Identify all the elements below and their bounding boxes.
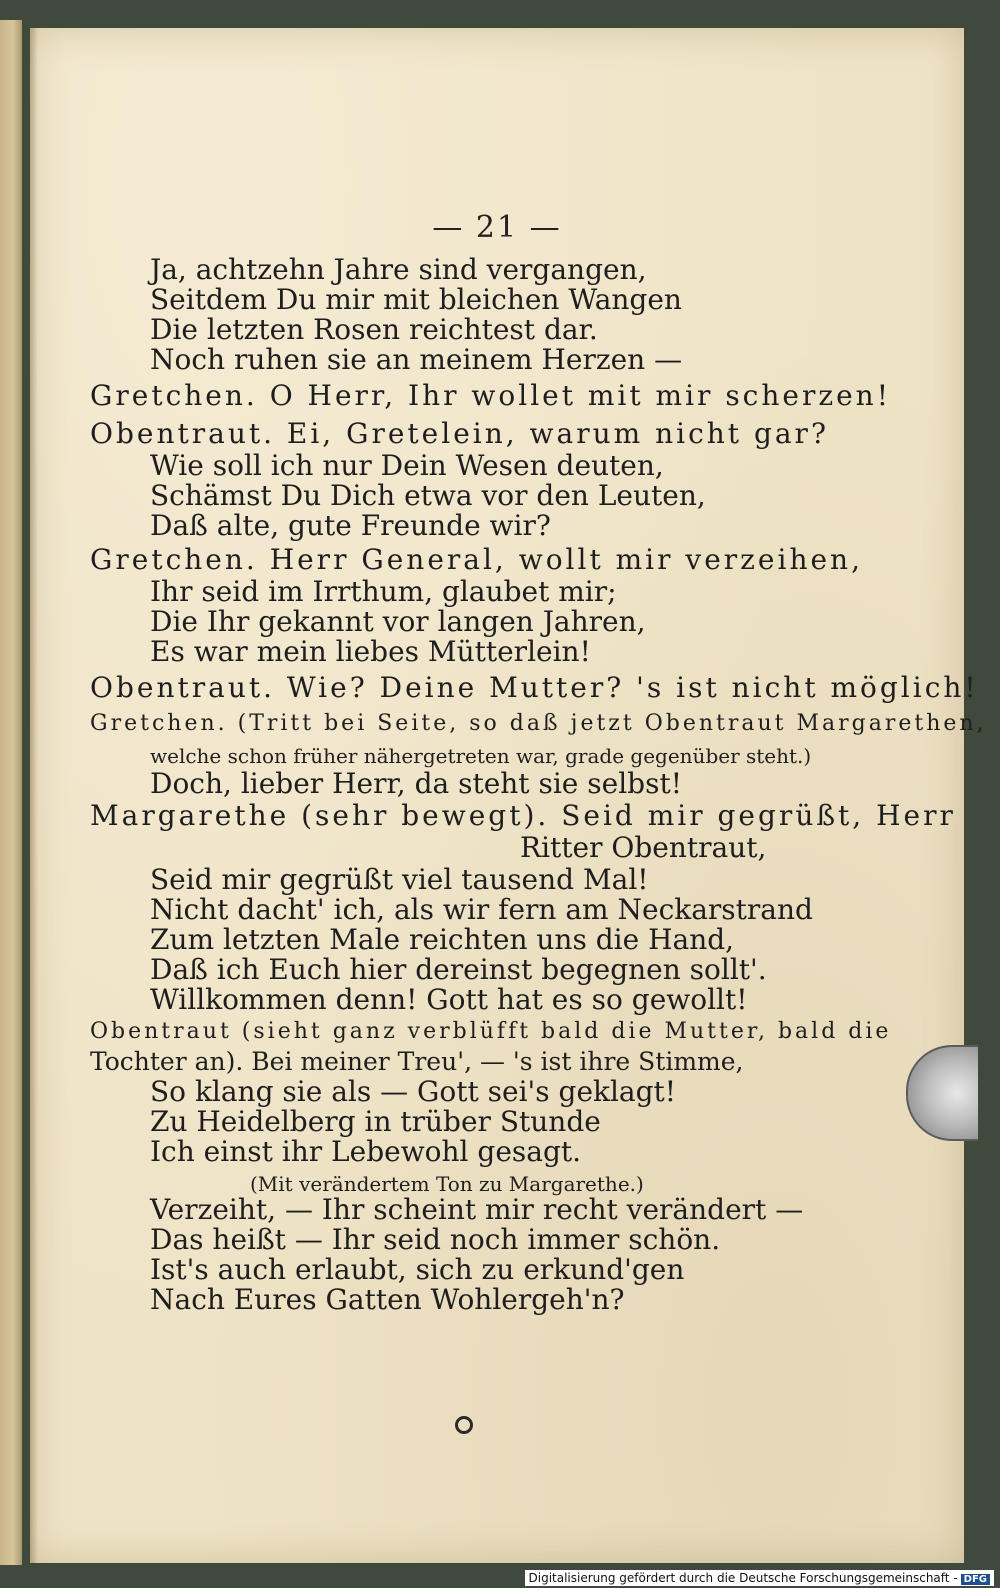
- page-gutter-shadow: [30, 28, 38, 1563]
- speaker-line: Obentraut. Wie? Deine Mutter? 's ist nicht möglich!: [90, 671, 979, 704]
- speaker-line: Obentraut (sieht ganz verblüfft bald die Mutter, bald die: [90, 1019, 892, 1044]
- credit-text: Digitalisierung gefördert durch die Deutsche Forschungsgemeinschaft -: [528, 1571, 958, 1585]
- text-line: Ich einst ihr Lebewohl gesagt.: [150, 1135, 582, 1168]
- text-line: Die letzten Rosen reichtest dar.: [150, 313, 598, 346]
- text-line: So klang sie als — Gott sei's geklagt!: [150, 1075, 677, 1108]
- text-line: Doch, lieber Herr, da steht sie selbst!: [150, 767, 682, 800]
- speaker-line: Gretchen. Herr General, wollt mir verzeihen,: [90, 543, 863, 576]
- text-line: Seitdem Du mir mit bleichen Wangen: [150, 283, 682, 316]
- facing-page-edge: [0, 20, 22, 1565]
- text-line: Daß ich Euch hier dereinst begegnen sollt'.: [150, 953, 767, 986]
- text-line: Noch ruhen sie an meinem Herzen —: [150, 343, 683, 376]
- speaker-line: Obentraut. Ei, Gretelein, warum nicht gar?: [90, 417, 829, 450]
- stage-direction: Gretchen. (Tritt bei Seite, so daß jetzt Obentraut Margarethen,: [90, 711, 987, 736]
- text-line: Zum letzten Male reichten uns die Hand,: [150, 923, 735, 956]
- text-line: Ja, achtzehn Jahre sind vergangen,: [150, 253, 647, 286]
- stage-direction: welche schon früher nähergetreten war, grade gegenüber steht.): [150, 744, 812, 768]
- text-line: Verzeiht, — Ihr scheint mir recht verändert —: [150, 1193, 804, 1226]
- text-line: Die Ihr gekannt vor langen Jahren,: [150, 605, 646, 638]
- stage-direction: (Mit verändertem Ton zu Margarethe.): [250, 1172, 644, 1196]
- text-line: Daß alte, gute Freunde wir?: [150, 509, 551, 542]
- text-line: Willkommen denn! Gott hat es so gewollt!: [150, 983, 748, 1016]
- text-line: Es war mein liebes Mütterlein!: [150, 635, 591, 668]
- text-line: Nicht dacht' ich, als wir fern am Neckarstrand: [150, 893, 813, 926]
- text-line: Seid mir gegrüßt viel tausend Mal!: [150, 863, 649, 896]
- text-line: Ihr seid im Irrthum, glaubet mir;: [150, 575, 617, 608]
- text-line: Wie soll ich nur Dein Wesen deuten,: [150, 449, 664, 482]
- text-line: Ist's auch erlaubt, sich zu erkund'gen: [150, 1253, 685, 1286]
- speaker-line: Margarethe (sehr bewegt). Seid mir gegrüßt, Herr: [90, 799, 956, 832]
- speaker-line: Gretchen. O Herr, Ihr wollet mit mir scherzen!: [90, 379, 891, 412]
- book-page: [30, 28, 987, 1563]
- page-number: — 21 —: [432, 210, 562, 245]
- text-line: Tochter an). Bei meiner Treu', — 's ist ihre Stimme,: [90, 1047, 744, 1076]
- digitization-credit: [525, 1570, 995, 1586]
- text-line: Schämst Du Dich etwa vor den Leuten,: [150, 479, 706, 512]
- text-line: Zu Heidelberg in trüber Stunde: [150, 1105, 601, 1138]
- dfg-logo-icon: DFG: [961, 1574, 990, 1585]
- text-line: Nach Eures Gatten Wohlergeh'n?: [150, 1283, 625, 1316]
- ring-mark-icon: [455, 1416, 473, 1434]
- text-line: Das heißt — Ihr seid noch immer schön.: [150, 1223, 721, 1256]
- text-line: Ritter Obentraut,: [520, 831, 767, 864]
